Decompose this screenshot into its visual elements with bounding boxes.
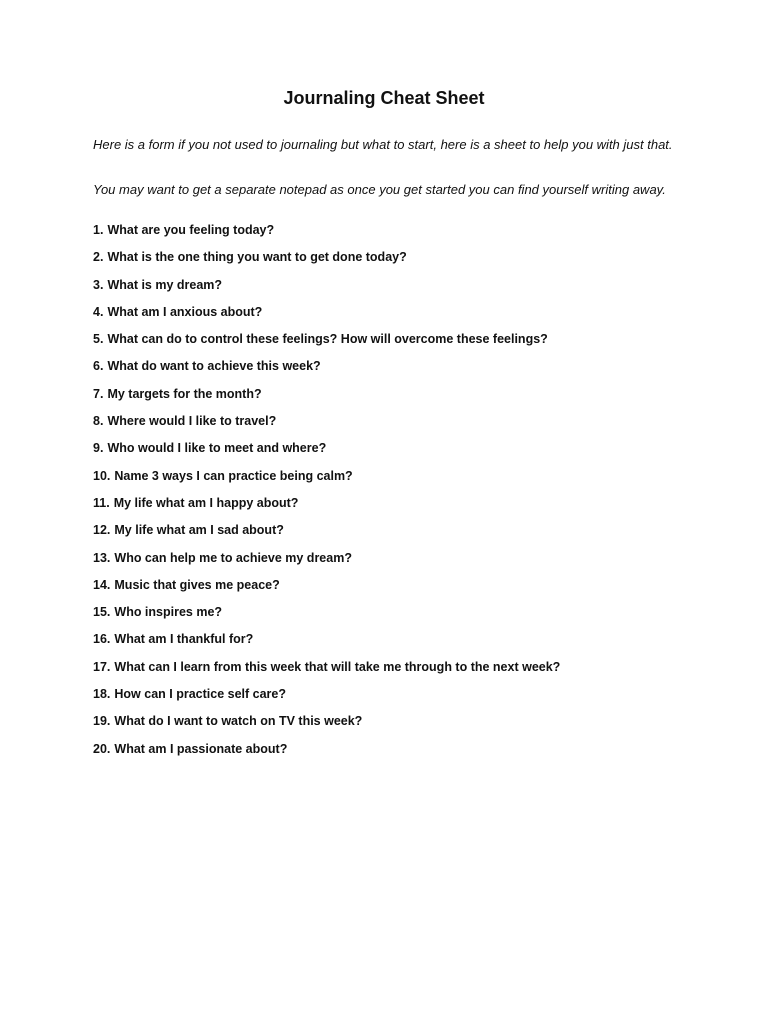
question-text: Name 3 ways I can practice being calm? (114, 468, 353, 483)
question-text: My life what am I sad about? (114, 523, 284, 538)
intro-paragraph-2: You may want to get a separate notepad as once you get started you can find yourself writing away. (93, 182, 666, 197)
question-text: My targets for the month? (107, 386, 262, 401)
question-text: Who can help me to achieve my dream? (114, 550, 352, 565)
question-item (93, 577, 693, 604)
question-text: What can do to control these feelings? How will overcome these feelings? (107, 332, 548, 347)
question-text: What am I anxious about? (107, 304, 263, 319)
question-item (93, 741, 693, 768)
question-item (93, 440, 693, 467)
question-number: 12. (93, 523, 111, 538)
question-text: Who inspires me? (114, 605, 223, 620)
question-item (93, 604, 693, 631)
question-number: 17. (93, 659, 111, 674)
question-number: 19. (93, 714, 111, 729)
question-number: 10. (93, 468, 111, 483)
question-item (93, 659, 693, 686)
question-text: What is the one thing you want to get done today? (107, 250, 407, 265)
question-number: 11. (93, 495, 110, 510)
question-item (93, 522, 693, 549)
question-text: What am I thankful for? (114, 632, 254, 647)
question-text: My life what am I happy about? (113, 495, 299, 510)
question-text: What is my dream? (107, 277, 223, 292)
question-item (93, 713, 693, 740)
question-text: Who would I like to meet and where? (107, 441, 327, 456)
question-item (93, 277, 693, 304)
question-list (93, 222, 693, 768)
question-item (93, 550, 693, 577)
question-number: 5. (93, 332, 104, 347)
question-text: What am I passionate about? (114, 741, 288, 756)
question-number: 8. (93, 414, 104, 429)
question-item (93, 468, 693, 495)
question-number: 13. (93, 550, 111, 565)
question-item (93, 358, 693, 385)
question-number: 2. (93, 250, 104, 265)
question-item (93, 631, 693, 658)
question-number: 20. (93, 741, 111, 756)
question-item (93, 249, 693, 276)
question-item (93, 386, 693, 413)
question-number: 9. (93, 441, 104, 456)
question-item (93, 413, 693, 440)
question-number: 1. (93, 223, 104, 237)
question-text: How can I practice self care? (114, 687, 286, 702)
question-number: 3. (93, 277, 104, 292)
question-text: What can I learn from this week that will take me through to the next week? (114, 659, 561, 674)
question-number: 6. (93, 359, 104, 374)
question-item (93, 222, 693, 249)
intro-paragraph-1: Here is a form if you not used to journaling but what to start, here is a sheet to help you with just that. (93, 137, 673, 152)
question-number: 18. (93, 687, 111, 702)
question-number: 4. (93, 304, 104, 319)
question-number: 7. (93, 386, 104, 401)
question-text: What do want to achieve this week? (107, 359, 321, 374)
question-text: Music that gives me peace? (114, 577, 280, 592)
question-text: Where would I like to travel? (107, 414, 277, 429)
question-text: What are you feeling today? (107, 223, 275, 237)
page-title: Journaling Cheat Sheet (283, 88, 485, 108)
question-item (93, 495, 693, 522)
question-item (93, 686, 693, 713)
question-item (93, 304, 693, 331)
question-number: 15. (93, 605, 111, 620)
question-number: 16. (93, 632, 111, 647)
question-item (93, 331, 693, 358)
question-text: What do I want to watch on TV this week? (114, 714, 363, 729)
question-number: 14. (93, 577, 111, 592)
